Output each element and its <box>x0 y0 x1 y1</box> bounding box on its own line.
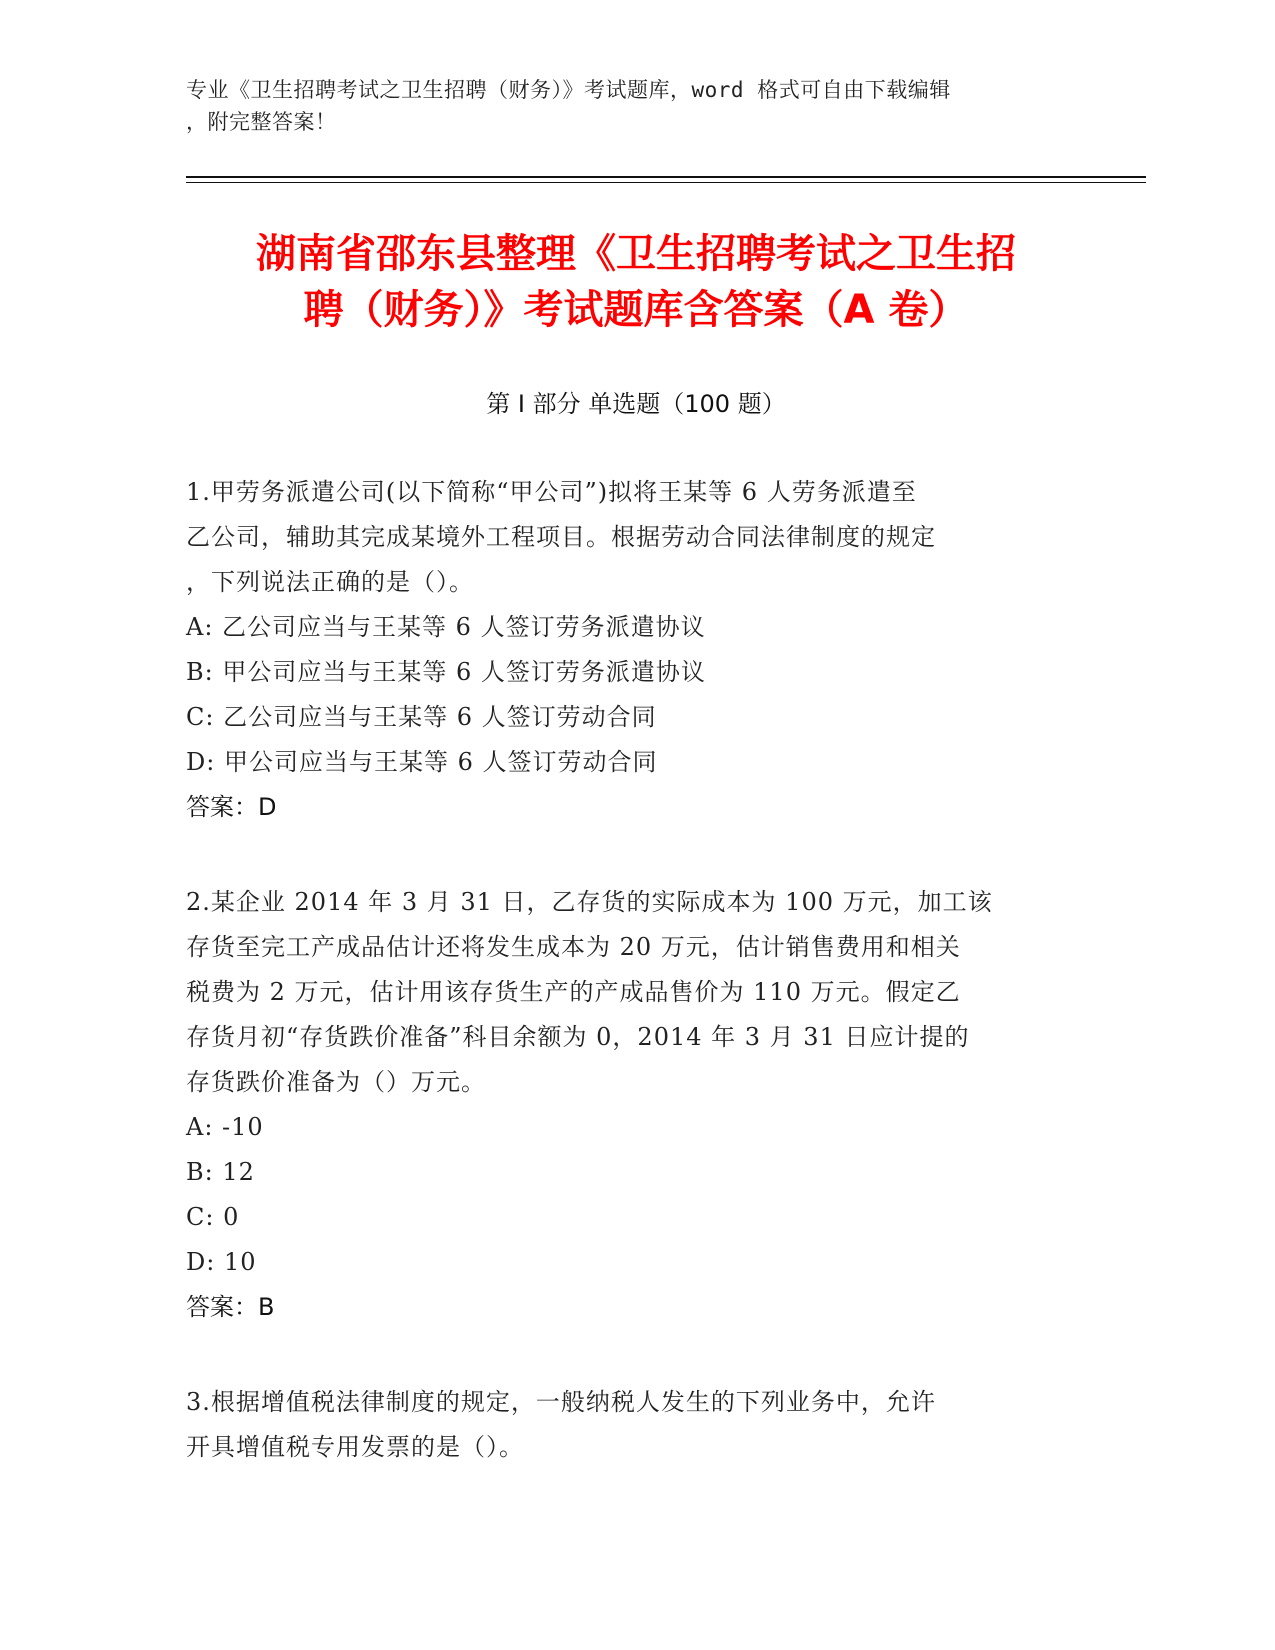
question-stem <box>186 470 1086 605</box>
question-stem-line: 3.根据增值税法律制度的规定，一般纳税人发生的下列业务中，允许 <box>186 1388 936 1416</box>
option-b: B: 甲公司应当与王某等 6 人签订劳务派遣协议 <box>186 658 706 686</box>
question-stem-line: 1.甲劳务派遣公司(以下简称“甲公司”)拟将王某等 6 人劳务派遣至 <box>186 478 917 506</box>
document-title <box>186 226 1086 338</box>
option-d: D: 甲公司应当与王某等 6 人签订劳动合同 <box>186 748 658 776</box>
option-c: C: 乙公司应当与王某等 6 人签订劳动合同 <box>186 703 657 731</box>
question-stem-line: 2.某企业 2014 年 3 月 31 日，乙存货的实际成本为 100 万元，加工该 <box>186 888 993 916</box>
document-title-line: 聘（财务）》考试题库含答案（A 卷） <box>303 287 969 333</box>
header-note <box>186 74 1086 138</box>
option-d: D: 10 <box>186 1248 257 1276</box>
question-2 <box>186 880 1086 1330</box>
option-a: A: -10 <box>186 1113 264 1141</box>
question-stem-line: 乙公司，辅助其完成某境外工程项目。根据劳动合同法律制度的规定 <box>186 523 936 551</box>
section-title: 第 I 部分 单选题（100 题） <box>486 390 786 418</box>
question-3 <box>186 1380 1086 1470</box>
question-stem <box>186 880 1086 1105</box>
question-1 <box>186 470 1086 830</box>
option-c: C: 0 <box>186 1203 240 1231</box>
question-stem-line: 开具增值税专用发票的是（）。 <box>186 1433 524 1461</box>
header-note-line: 专业《卫生招聘考试之卫生招聘（财务）》考试题库，word 格式可自由下载编辑 <box>186 78 951 102</box>
header-note-line: ，附完整答案！ <box>186 110 337 134</box>
question-stem-line: 存货跌价准备为（）万元。 <box>186 1068 486 1096</box>
question-stem-line: 存货月初“存货跌价准备”科目余额为 0，2014 年 3 月 31 日应计提的 <box>186 1023 970 1051</box>
option-b: B: 12 <box>186 1158 255 1186</box>
header-divider-thick <box>186 176 1146 178</box>
question-stem-line: 税费为 2 万元，估计用该存货生产的产成品售价为 110 万元。假定乙 <box>186 978 961 1006</box>
header-divider-thin <box>186 182 1146 183</box>
question-stem-line: 存货至完工产成品估计还将发生成本为 20 万元，估计销售费用和相关 <box>186 933 961 961</box>
option-a: A: 乙公司应当与王某等 6 人签订劳务派遣协议 <box>186 613 706 641</box>
question-stem-line: ，下列说法正确的是（）。 <box>186 568 474 596</box>
document-title-line: 湖南省邵东县整理《卫生招聘考试之卫生招 <box>256 231 1016 277</box>
question-stem <box>186 1380 1086 1470</box>
answer-label: 答案：B <box>186 1293 275 1321</box>
answer-label: 答案：D <box>186 793 277 821</box>
